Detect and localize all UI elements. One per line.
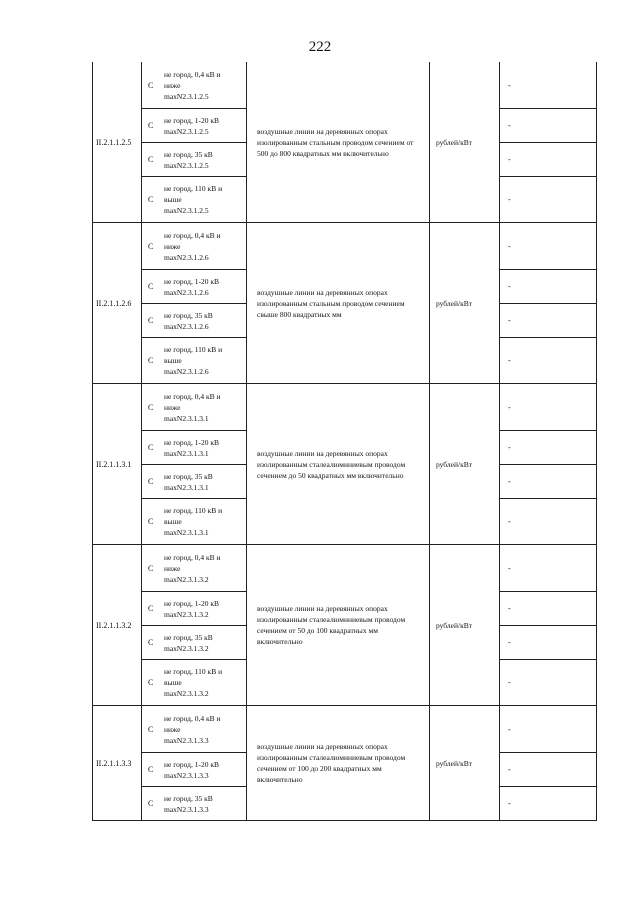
- voltage-subrow: [142, 142, 246, 176]
- level-label: С: [148, 678, 154, 687]
- level-label: С: [148, 282, 154, 291]
- voltage-label: не город, 0,4 кВ и ниже maxN2.3.1.3.3: [164, 713, 221, 745]
- value-cell: -: [508, 80, 511, 90]
- value-cell: -: [500, 498, 596, 544]
- voltage-subrows: [142, 706, 247, 820]
- voltage-label: не город, 110 кВ и выше maxN2.3.1.2.6: [164, 345, 223, 376]
- table-row-group: [93, 62, 596, 222]
- level-label: С: [148, 356, 154, 365]
- value-cell: -: [500, 752, 596, 786]
- voltage-subrow: [142, 464, 246, 498]
- voltage-subrow: [142, 303, 246, 337]
- level-label: С: [148, 241, 154, 251]
- unit-label: рублей/кВт: [430, 545, 500, 705]
- level-label: С: [148, 799, 154, 808]
- voltage-label: не город, 1-20 кВ maxN2.3.1.3.1: [164, 437, 219, 458]
- level-label: С: [148, 195, 154, 204]
- voltage-label: не город, 1-20 кВ maxN2.3.1.3.3: [164, 759, 219, 780]
- table-row-group: [93, 544, 596, 705]
- voltage-subrows: [142, 384, 247, 544]
- voltage-subrow: [142, 545, 246, 591]
- value-column: [500, 545, 596, 705]
- row-code: II.2.1.1.2.6: [93, 223, 142, 383]
- value-cell: -: [500, 108, 596, 142]
- value-cell: -: [508, 563, 511, 573]
- voltage-subrow: [142, 625, 246, 659]
- line-description: воздушные линии на деревянных опорах изолированным стальным проводом сечением от 500 до 800 квадратных мм включительно: [247, 62, 430, 222]
- level-label: С: [148, 517, 154, 526]
- value-column: [500, 384, 596, 544]
- voltage-label: не город, 0,4 кВ и ниже maxN2.3.1.3.1: [164, 391, 221, 423]
- line-description: воздушные линии на деревянных опорах изолированным сталеалюминиевым проводом сечением от 50 до 100 квадратных мм включительно: [247, 545, 430, 705]
- voltage-label: не город, 0,4 кВ и ниже maxN2.3.1.2.5: [164, 69, 221, 101]
- voltage-subrow: [142, 108, 246, 142]
- table-row-group: [93, 705, 596, 820]
- value-cell: -: [508, 724, 511, 734]
- tariff-table: [92, 62, 597, 821]
- level-label: С: [148, 765, 154, 774]
- voltage-label: не город, 110 кВ и выше maxN2.3.1.3.1: [164, 506, 223, 537]
- value-cell: -: [500, 591, 596, 625]
- voltage-label: не город, 0,4 кВ и ниже maxN2.3.1.2.6: [164, 230, 221, 262]
- voltage-subrow: [142, 269, 246, 303]
- unit-label: рублей/кВт: [430, 223, 500, 383]
- value-cell: -: [500, 337, 596, 383]
- voltage-subrow: [142, 752, 246, 786]
- voltage-subrow: [142, 62, 246, 108]
- level-label: С: [148, 638, 154, 647]
- level-label: С: [148, 155, 154, 164]
- level-label: С: [148, 121, 154, 130]
- voltage-subrow: [142, 498, 246, 544]
- voltage-label: не город, 1-20 кВ maxN2.3.1.2.5: [164, 115, 219, 136]
- level-label: С: [148, 402, 154, 412]
- level-label: С: [148, 604, 154, 613]
- voltage-subrow: [142, 384, 246, 430]
- value-cell: -: [500, 430, 596, 464]
- line-description: воздушные линии на деревянных опорах изолированным стальным проводом сечением свыше 800 квадратных мм: [247, 223, 430, 383]
- value-cell: -: [500, 464, 596, 498]
- level-label: С: [148, 563, 154, 573]
- page-number: 222: [308, 39, 332, 55]
- value-column: [500, 62, 596, 222]
- voltage-subrow: [142, 706, 246, 752]
- row-code: II.2.1.1.3.2: [93, 545, 142, 705]
- voltage-subrow: [142, 659, 246, 705]
- unit-label: рублей/кВт: [430, 384, 500, 544]
- value-column: [500, 706, 596, 820]
- voltage-subrow: [142, 786, 246, 820]
- voltage-subrow: [142, 223, 246, 269]
- value-cell: -: [500, 142, 596, 176]
- unit-label: рублей/кВт: [430, 62, 500, 222]
- voltage-subrow: [142, 591, 246, 625]
- line-description: воздушные линии на деревянных опорах изолированным сталеалюминиевым проводом сечением от 100 до 200 квадратных мм включительно: [247, 706, 430, 820]
- level-label: С: [148, 724, 154, 734]
- value-cell: -: [500, 625, 596, 659]
- voltage-label: не город, 35 кВ maxN2.3.1.3.2: [164, 632, 213, 653]
- level-label: С: [148, 477, 154, 486]
- level-label: С: [148, 80, 154, 90]
- value-cell: -: [500, 269, 596, 303]
- level-label: С: [148, 316, 154, 325]
- voltage-label: не город, 35 кВ maxN2.3.1.3.3: [164, 793, 213, 814]
- voltage-subrow: [142, 430, 246, 464]
- voltage-label: не город, 110 кВ и выше maxN2.3.1.2.5: [164, 184, 223, 215]
- voltage-label: не город, 35 кВ maxN2.3.1.2.6: [164, 310, 213, 331]
- voltage-label: не город, 35 кВ maxN2.3.1.3.1: [164, 471, 213, 492]
- value-cell: -: [500, 176, 596, 222]
- voltage-subrows: [142, 545, 247, 705]
- value-cell: -: [508, 402, 511, 412]
- voltage-subrow: [142, 337, 246, 383]
- voltage-label: не город, 1-20 кВ maxN2.3.1.2.6: [164, 276, 219, 297]
- value-cell: -: [500, 659, 596, 705]
- voltage-label: не город, 1-20 кВ maxN2.3.1.3.2: [164, 598, 219, 619]
- row-code: II.2.1.1.3.3: [93, 706, 142, 820]
- value-cell: -: [508, 241, 511, 251]
- voltage-label: не город, 35 кВ maxN2.3.1.2.5: [164, 149, 213, 170]
- voltage-label: не город, 110 кВ и выше maxN2.3.1.3.2: [164, 667, 223, 698]
- unit-label: рублей/кВт: [430, 706, 500, 820]
- row-code: II.2.1.1.2.5: [93, 62, 142, 222]
- table-row-group: [93, 383, 596, 544]
- value-cell: -: [500, 303, 596, 337]
- value-cell: -: [500, 786, 596, 820]
- value-column: [500, 223, 596, 383]
- voltage-subrows: [142, 223, 247, 383]
- table-row-group: [93, 222, 596, 383]
- level-label: С: [148, 443, 154, 452]
- voltage-subrows: [142, 62, 247, 222]
- row-code: II.2.1.1.3.1: [93, 384, 142, 544]
- voltage-subrow: [142, 176, 246, 222]
- line-description: воздушные линии на деревянных опорах изолированным сталеалюминиевым проводом сечением до 50 квадратных мм включительно: [247, 384, 430, 544]
- voltage-label: не город, 0,4 кВ и ниже maxN2.3.1.3.2: [164, 552, 221, 584]
